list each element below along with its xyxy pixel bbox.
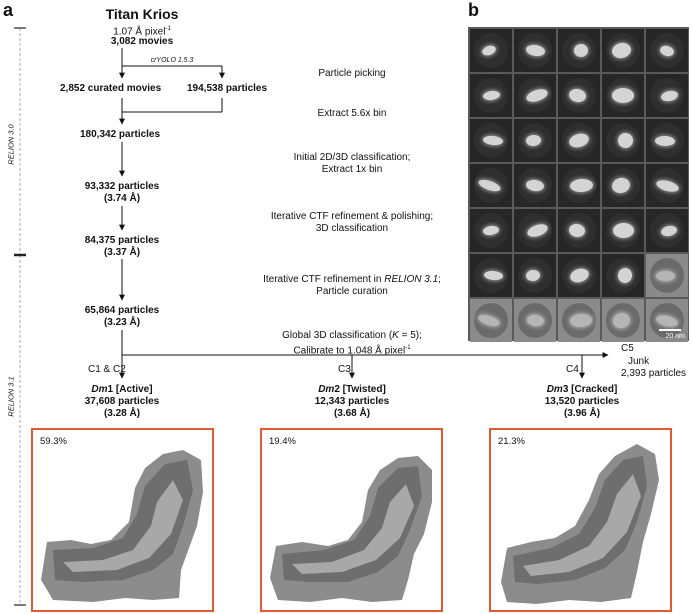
relion31-label: RELION 3.1 [6,376,16,417]
class-average-tile [514,74,556,117]
step-extract: Extract 5.6x bin [317,108,387,119]
instrument-title: Titan Krios [105,6,179,22]
class-average-tile [646,164,688,207]
class3-res: (3.96 Å) [563,408,601,419]
class-average-tile [646,74,688,117]
class-average-tile [602,74,644,117]
class-average-tile [558,119,600,162]
class1-name: Dm1 [Active] [91,384,153,395]
map-box-cracked [489,428,672,612]
class-average-tile [558,209,600,252]
class2-res: (3.68 Å) [333,408,371,419]
map-box-twisted [260,428,443,612]
class-average-tile [470,209,512,252]
class3-particles: 13,520 particles [544,396,620,407]
class2-name: Dm2 [Twisted] [318,384,386,395]
map-box-active [31,428,214,612]
percent-active: 59.3% [40,436,67,447]
class-average-tile [470,119,512,162]
class-average-tile [558,299,600,342]
resolution-step4: (3.23 Å) [103,317,141,328]
density-map-twisted [262,430,440,609]
class-average-tile [602,164,644,207]
density-map-active [33,430,211,609]
class-averages-grid [468,27,689,341]
panel-a-letter: a [3,0,14,20]
particle-density [612,223,633,238]
pixel-size: 1.07 Å pixel$^{-1}$ [113,26,171,38]
particles-step1: 180,342 particles [80,129,161,140]
particle-density [655,135,675,146]
junk-particles: 2,393 particles [621,368,687,379]
particles-step4: 65,864 particles [84,305,160,316]
step-ctf-1: Iterative CTF refinement & polishing; [270,211,434,222]
relion30-label: RELION 3.0 [6,124,16,165]
class-label-2: C3 [338,364,351,375]
class-average-tile [470,254,512,297]
particle-density [612,88,634,103]
class-average-tile [514,209,556,252]
class-average-tile [514,29,556,72]
panel-b-letter: b [468,0,479,20]
percent-twisted: 19.4% [269,436,296,447]
class-average-tile [514,254,556,297]
class2-particles: 12,343 particles [314,396,390,407]
class-average-tile [514,299,556,342]
particle-density [655,270,674,280]
class-average-tile [602,254,644,297]
class-average-tile [558,29,600,72]
step-curation: Particle curation [316,286,388,297]
class-average-tile [602,29,644,72]
percent-cracked: 21.3% [498,436,525,447]
class-average-tile [602,209,644,252]
density-map-cracked [491,430,669,609]
picker-label: crYOLO 1.5.3 [150,57,194,64]
class-average-tile [558,164,600,207]
class-average-tile [646,29,688,72]
particles-step2: 93,332 particles [84,181,160,192]
class-average-tile [646,254,688,297]
class-average-tile [558,254,600,297]
class-label-1: C1 & C2 [88,364,126,375]
class-average-tile [514,119,556,162]
class-average-tile [514,164,556,207]
step-2d3d-2: Extract 1x bin [321,164,383,175]
class3-name: Dm3 [Cracked] [546,384,618,395]
movies-count: 3,082 movies [110,36,174,47]
class-average-tile [646,209,688,252]
step-ctf-2: 3D classification [315,223,389,234]
picked-particles: 194,538 particles [187,83,268,94]
class-average-tile [602,119,644,162]
class-label-3: C4 [566,364,579,375]
class-average-tile [470,74,512,117]
junk-label: Junk [628,356,650,367]
resolution-step2: (3.74 Å) [103,193,141,204]
class-average-tile [470,299,512,342]
particles-step3: 84,375 particles [84,235,160,246]
step-picking: Particle picking [318,68,386,79]
step-calibrate: Calibrate to 1.048 Å pixel$^{-1}$ [293,345,411,357]
scale-bar-label: 20 nm [665,333,685,340]
class-average-tile [558,74,600,117]
scale-bar [659,329,681,331]
class1-particles: 37,608 particles [84,396,160,407]
step-ctf31-1: Iterative CTF refinement in RELION 3.1; [263,274,441,285]
resolution-step3: (3.37 Å) [103,247,141,258]
class1-res: (3.28 Å) [103,408,141,419]
class-average-tile [470,164,512,207]
class-average-tile [470,29,512,72]
step-global: Global 3D classification (K = 5); [282,330,422,341]
class-average-tile [646,119,688,162]
junk-class-label: C5 [621,343,634,354]
curated-movies: 2,852 curated movies [60,83,162,94]
step-2d3d-1: Initial 2D/3D classification; [293,152,411,163]
class-average-tile [602,299,644,342]
